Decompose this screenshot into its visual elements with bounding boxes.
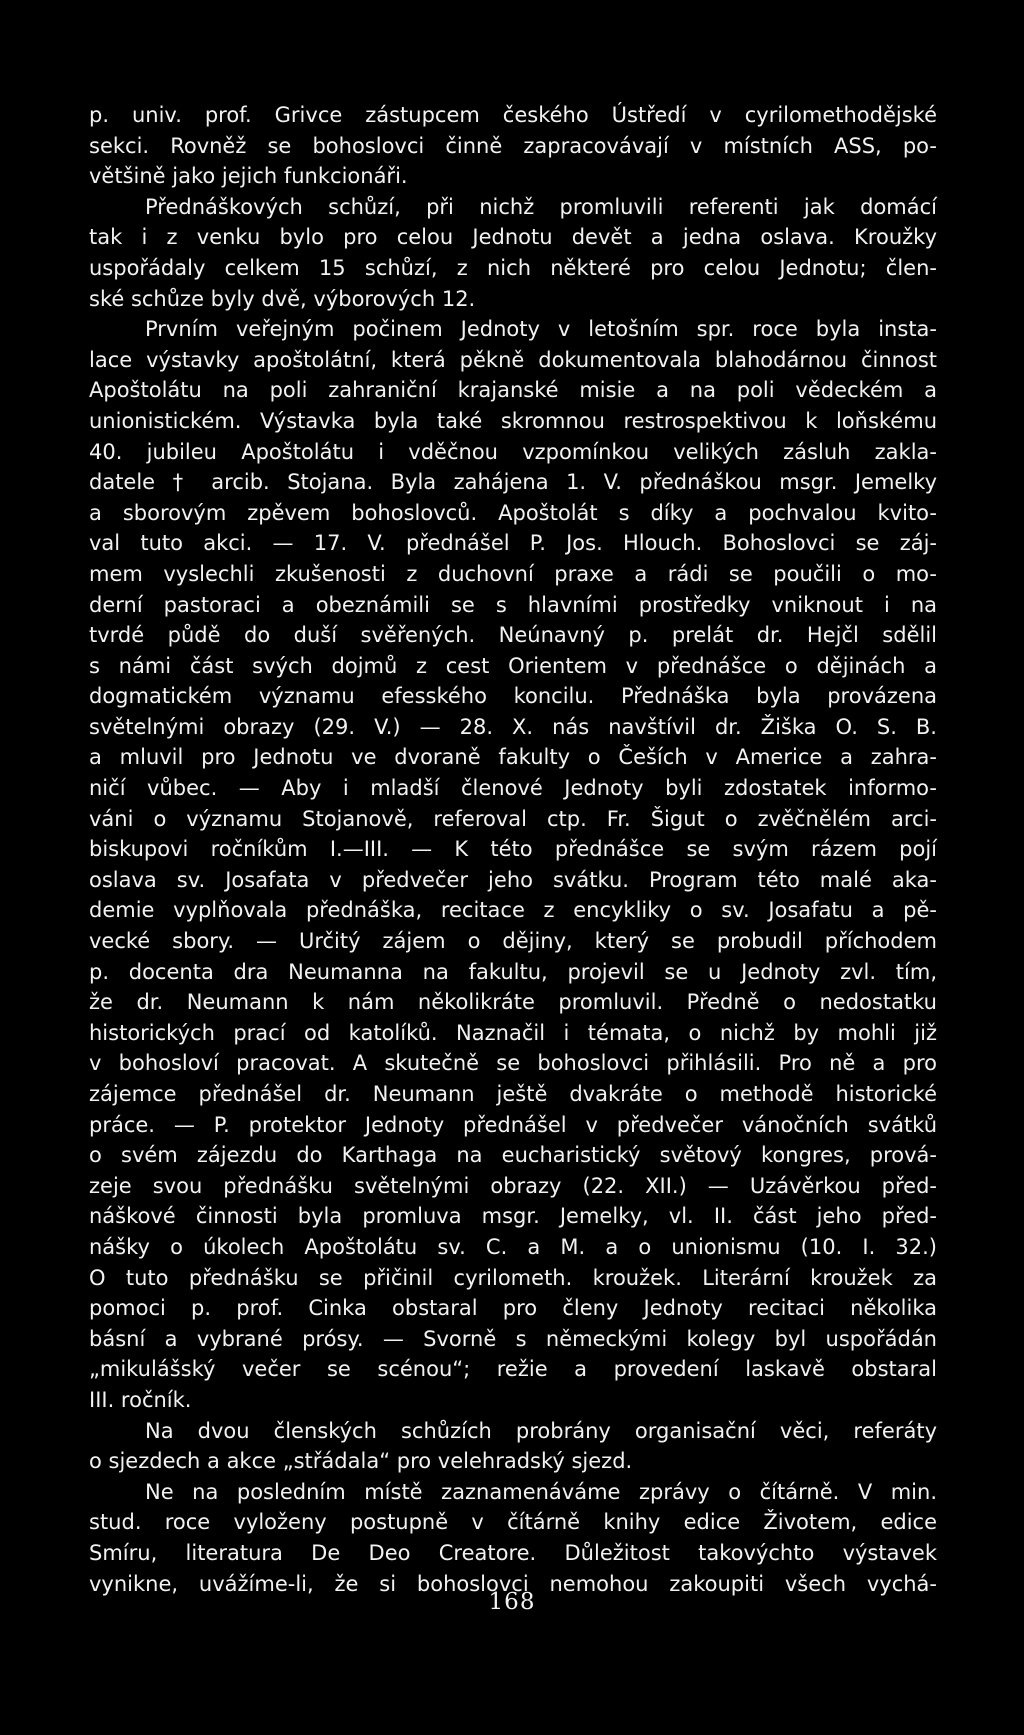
- text-line: 40. jubileu Apoštolátu i vděčnou vzpomínkou velikých zásluh zakla-: [89, 439, 937, 464]
- text-column: [89, 100, 937, 1599]
- text-line: Ne na posledním místě zaznamenáváme zprávy o čítárně. V min.: [145, 1479, 937, 1504]
- text-line: náškové činnosti byla promluva msgr. Jemelky, vl. II. část jeho před-: [89, 1204, 937, 1229]
- text-line: nášky o úkolech Apoštolátu sv. C. a M. a o unionismu (10. I. 32.): [89, 1234, 937, 1259]
- text-line: s námi část svých dojmů z cest Orientem v přednášce o dějinách a: [89, 653, 937, 678]
- text-line: Přednáškových schůzí, při nichž promluvili referenti jak domácí: [145, 194, 937, 219]
- text-line: ské schůze byly dvě, výborových 12.: [89, 286, 476, 311]
- text-line: zájemce přednášel dr. Neumann ještě dvakráte o methodě historické: [89, 1082, 937, 1106]
- text-line: historických prací od katolíků. Naznačil i témata, o nichž by mohli již: [89, 1020, 937, 1045]
- text-line: ničí vůbec. — Aby i mladší členové Jednoty byli zdostatek informo-: [89, 776, 937, 801]
- text-line: unionistickém. Výstavka byla také skromnou restrospektivou k loňskému: [89, 408, 937, 433]
- text-line: val tuto akci. — 17. V. přednášel P. Jos. Hlouch. Bohoslovci se záj-: [89, 531, 937, 556]
- text-line: Prvním veřejným počinem Jednoty v letošním spr. roce byla insta-: [145, 317, 937, 342]
- text-line: lace výstavky apoštolátní, která pěkně dokumentovala blahodárnou činnost: [89, 347, 937, 372]
- text-line: váni o významu Stojanově, referoval ctp. Fr. Šigut o zvěčnělém arci-: [89, 806, 937, 831]
- text-line: tak i z venku bylo pro celou Jednotu devět a jedna oslava. Kroužky: [89, 225, 937, 250]
- text-line: stud. roce vyloženy postupně v čítárně knihy edice Životem, edice: [89, 1510, 937, 1535]
- text-line: p. docenta dra Neumanna na fakultu, projevil se u Jednoty zvl. tím,: [89, 959, 937, 984]
- text-line: o svém zájezdu do Karthaga na eucharistický světový kongres, prová-: [89, 1143, 937, 1168]
- text-line: vecké sbory. — Určitý zájem o dějiny, který se probudil příchodem: [89, 929, 937, 954]
- text-line: mem vyslechli zkušenosti z duchovní praxe a rádi se poučili o mo-: [89, 561, 937, 586]
- text-line: datele † arcib. Stojana. Byla zahájena 1. V. přednáškou msgr. Jemelky: [89, 470, 937, 495]
- text-line: derní pastoraci a obeznámili se s hlavními prostředky vniknout i na: [89, 592, 937, 617]
- text-line: III. ročník.: [89, 1387, 192, 1412]
- text-line: dogmatickém významu efesského koncilu. Přednáška byla provázena: [89, 684, 937, 709]
- text-line: o sjezdech a akce „střádala“ pro velehradský sjezd.: [89, 1449, 633, 1474]
- page-number: 168: [488, 1589, 536, 1615]
- text-line: oslava sv. Josafata v předvečer jeho svátku. Program této malé aka-: [89, 867, 937, 892]
- text-line: Smíru, literatura De Deo Creatore. Důležitost takovýchto výstavek: [89, 1540, 937, 1565]
- text-line: demie vyplňovala přednáška, recitace z encykliky o sv. Josafatu a pě-: [89, 898, 937, 923]
- text-line: básní a vybrané prósy. — Svorně s německými kolegy byl uspořádán: [89, 1326, 937, 1351]
- text-line: většině jako jejich funkcionáři.: [89, 164, 408, 189]
- text-line: uspořádaly celkem 15 schůzí, z nich některé pro celou Jednotu; člen-: [89, 255, 937, 280]
- text-line: biskupovi ročníkům I.—III. — K této přednášce se svým rázem pojí: [89, 837, 937, 862]
- text-line: Na dvou členských schůzích probrány organisační věci, referáty: [145, 1418, 937, 1443]
- text-line: že dr. Neumann k nám několikráte promluvil. Předně o nedostatku: [89, 990, 937, 1015]
- text-line: a mluvil pro Jednotu ve dvoraně fakulty o Češích v Americe a zahra-: [89, 745, 937, 770]
- text-line: Apoštolátu na poli zahraniční krajanské misie a na poli vědeckém a: [89, 378, 937, 403]
- text-line: pomoci p. prof. Cinka obstaral pro členy Jednoty recitaci několika: [89, 1296, 937, 1321]
- text-line: O tuto přednášku se přičinil cyrilometh. kroužek. Literární kroužek za: [89, 1265, 937, 1290]
- text-line: sekci. Rovněž se bohoslovci činně zapracovávají v místních ASS, po-: [89, 133, 937, 158]
- text-line: zeje svou přednášku světelnými obrazy (22. XII.) — Uzávěrkou před-: [89, 1173, 937, 1198]
- text-line: vynikne, uvážíme-li, že si bohoslovci nemohou zakoupiti všech vychá-: [89, 1571, 937, 1596]
- text-line: světelnými obrazy (29. V.) — 28. X. nás navštívil dr. Žiška O. S. B.: [89, 714, 937, 739]
- text-line: v bohosloví pracovat. A skutečně se bohoslovci přihlásili. Pro ně a pro: [89, 1051, 937, 1076]
- text-line: práce. — P. protektor Jednoty přednášel v předvečer vánočních svátků: [89, 1112, 937, 1137]
- text-line: tvrdé půdě do duší svěřených. Neúnavný p. prelát dr. Hejčl sdělil: [89, 623, 937, 648]
- text-line: a sborovým zpěvem bohoslovců. Apoštolát s díky a pochvalou kvito-: [89, 500, 937, 525]
- text-line: „mikulášský večer se scénou“; režie a provedení laskavě obstaral: [89, 1357, 937, 1382]
- text-line: p. univ. prof. Grivce zástupcem českého Ústředí v cyrilomethodějské: [89, 103, 937, 127]
